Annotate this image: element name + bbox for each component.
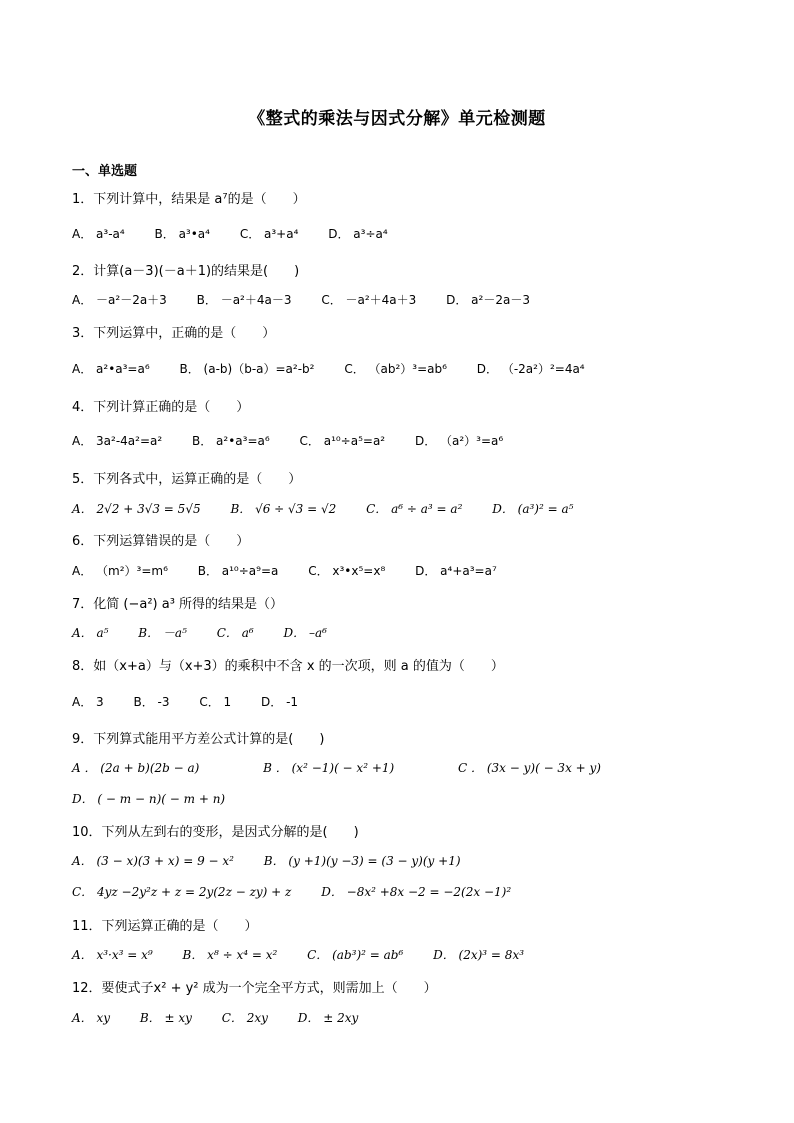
document-title: 《整式的乘法与因式分解》单元检测题	[248, 109, 546, 129]
option-d: D． （-2a²）²=4a⁴	[476, 362, 585, 376]
option-b: B． a¹⁰÷a⁹=a	[197, 564, 279, 578]
option-b: B． √6 ÷ √3 = √2	[230, 502, 337, 516]
option-a: A． a²•a³=a⁶	[72, 362, 150, 376]
option-c: C． （ab²）³=ab⁶	[344, 362, 447, 376]
question-11-stem: 11．下列运算正确的是（ ）	[72, 919, 258, 934]
option-a: A． x³·x³ = x⁹	[72, 948, 153, 962]
option-a: A． xy	[72, 1011, 111, 1025]
question-3-options	[72, 360, 611, 377]
option-c: C． a³+a⁴	[239, 227, 299, 241]
question-1-stem: 1．下列计算中，结果是 a⁷的是（ ）	[72, 192, 306, 207]
option-a: A． a⁵	[72, 626, 109, 640]
question-2-options	[72, 291, 556, 308]
option-b: B． ± xy	[139, 1011, 192, 1025]
option-d: D． (a³)² = a⁵	[492, 502, 574, 516]
option-a: A ． (2a + b)(2b − a)	[72, 761, 200, 775]
option-d: D． −8x² +8x −2 = −2(2x −1)²	[321, 885, 512, 899]
question-6-options	[72, 562, 523, 579]
option-c: C． 4yz −2y²z + z = 2y(2z − zy) + z	[72, 885, 292, 899]
option-b: B． (y +1)(y −3) = (3 − y)(y +1)	[263, 854, 461, 868]
question-7-options	[72, 624, 353, 641]
option-c: C． －a²＋4a＋3	[321, 293, 417, 307]
option-d: D． (2x)³ = 8x³	[433, 948, 525, 962]
option-c: C． a⁶	[216, 626, 254, 640]
question-5-stem: 5．下列各式中，运算正确的是（ ）	[72, 472, 302, 487]
option-b: B． (a-b)（b-a）=a²-b²	[179, 362, 315, 376]
option-c: C ． (3x − y)( − 3x + y)	[458, 761, 601, 775]
question-1-options	[72, 225, 414, 242]
option-a: A． （m²）³=m⁶	[72, 564, 168, 578]
option-c: C． 1	[199, 695, 232, 709]
option-d: D． a³÷a⁴	[328, 227, 388, 241]
option-d: D． （a²）³=a⁶	[414, 434, 504, 448]
option-c: C． 2xy	[221, 1011, 268, 1025]
option-c: C． a¹⁰÷a⁵=a²	[299, 434, 386, 448]
question-12-options	[72, 1009, 384, 1026]
question-5-options	[72, 500, 599, 517]
question-9-options-row2	[72, 790, 251, 807]
question-2-stem: 2．计算(a－3)(－a＋1)的结果是( )	[72, 264, 300, 279]
option-a: A． 3a²-4a²=a²	[72, 434, 163, 448]
option-c: C． (ab³)² = ab⁶	[307, 948, 404, 962]
question-10-stem: 10．下列从左到右的变形，是因式分解的是( )	[72, 825, 359, 840]
option-d: D． a²－2a－3	[446, 293, 530, 307]
question-3-stem: 3．下列运算中，正确的是（ ）	[72, 326, 276, 341]
option-a: A． a³-a⁴	[72, 227, 125, 241]
option-a: A． 2√2 + 3√3 = 5√5	[72, 502, 201, 516]
question-8-stem: 8．如（x+a）与（x+3）的乘积中不含 x 的一次项，则 a 的值为（ ）	[72, 659, 504, 674]
option-b: B． a²•a³=a⁶	[192, 434, 270, 448]
option-d: D． –a⁶	[283, 626, 327, 640]
option-b: B． -3	[133, 695, 170, 709]
option-a: A． －a²－2a＋3	[72, 293, 167, 307]
option-a: A． 3	[72, 695, 104, 709]
option-b: B ． (x² −1)( − x² +1)	[263, 761, 395, 775]
question-7-stem: 7．化简 (−a²) a³ 所得的结果是（）	[72, 597, 284, 612]
question-10-options-row2	[72, 883, 537, 900]
option-a: A． (3 − x)(3 + x) = 9 − x²	[72, 854, 234, 868]
question-4-options	[72, 432, 529, 449]
question-10-options-row1	[72, 852, 487, 869]
question-9-stem: 9．下列算式能用平方差公式计算的是( )	[72, 732, 325, 747]
option-c: C． x³•x⁵=x⁸	[308, 564, 386, 578]
option-d: D． a⁴+a³=a⁷	[415, 564, 497, 578]
question-6-stem: 6．下列运算错误的是（ ）	[72, 534, 250, 549]
question-12-stem: 12．要使式子x² + y² 成为一个完全平方式，则需加上（ ）	[72, 981, 437, 996]
option-b: B． －a⁵	[138, 626, 187, 640]
option-d: D． ± 2xy	[297, 1011, 359, 1025]
option-c: C． a⁶ ÷ a³ = a²	[366, 502, 463, 516]
option-d: D． ( − m − n)( − m + n)	[72, 792, 226, 806]
option-d: D． -1	[261, 695, 299, 709]
section-heading: 一、单选题	[72, 164, 138, 179]
question-9-options-row1	[72, 759, 601, 776]
question-4-stem: 4．下列计算正确的是（ ）	[72, 400, 250, 415]
question-8-options	[72, 693, 324, 710]
option-b: B． －a²＋4a－3	[196, 293, 292, 307]
option-b: B． a³•a⁴	[154, 227, 210, 241]
question-11-options	[72, 946, 550, 963]
option-b: B． x⁸ ÷ x⁴ = x²	[182, 948, 278, 962]
